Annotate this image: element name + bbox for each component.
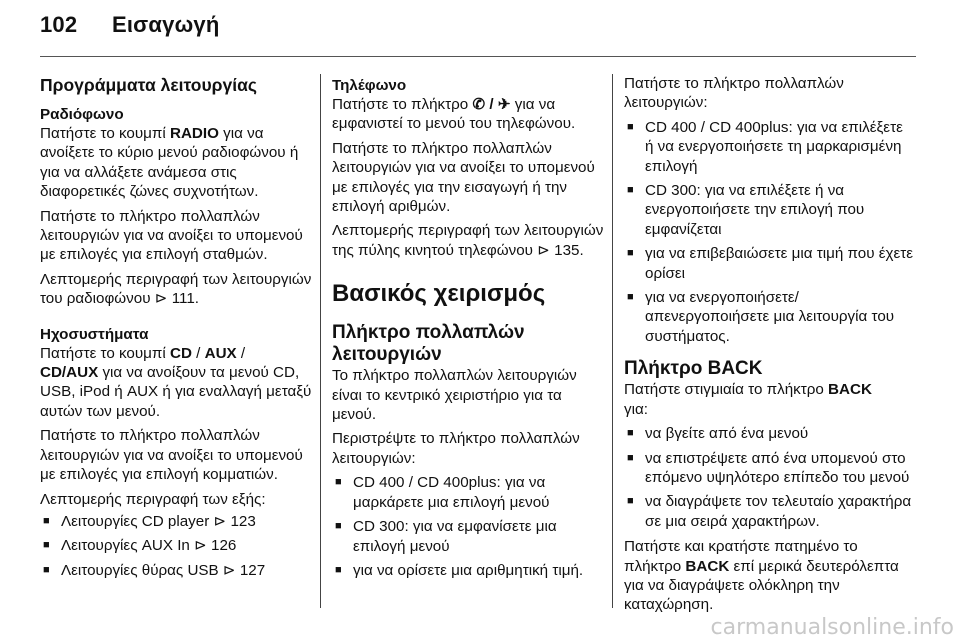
key-label: AUX: [204, 344, 237, 362]
column-divider: [320, 74, 321, 608]
key-label: CD/AUX: [40, 364, 99, 382]
paragraph: Το πλήκτρο πολλαπλών λειτουργιών είναι το κεντρικό χειριστήριο για τα μενού.: [332, 367, 577, 424]
list-item: ■ να επιστρέψετε από ένα υπομενού στο επόμενο υψηλότερο επίπεδο του μενού: [624, 449, 914, 488]
list-item: ■ για να ορίσετε μια αριθμητική τιμή.: [332, 561, 607, 580]
column-2: [332, 76, 607, 586]
arrow-ref-icon: ⊳: [194, 537, 212, 555]
phone-icon: ✆ / ✈: [472, 96, 511, 113]
paragraph: Λεπτομερής περιγραφή των λειτουργιών της πύλης κινητού τηλεφώνου ⊳ 135.: [332, 222, 604, 259]
arrow-ref-icon: ⊳: [537, 241, 555, 259]
paragraph: Πατήστε το κουμπί CD / AUX / CD/AUX για να ανοίξουν τα μενού CD, USB, iPod ή AUX ή για εναλλαγή μεταξύ αυτών των μενού.: [40, 344, 312, 420]
audio-list: [40, 512, 315, 580]
list-item: ■ να διαγράψετε τον τελευταίο χαρακτήρα σε μια σειρά χαρακτήρων.: [624, 492, 914, 531]
list-item: ■ για να επιβεβαιώσετε μια τιμή που έχετε ορίσει: [624, 244, 914, 283]
section-heading: Βασικός χειρισμός: [332, 280, 546, 308]
list-item: ■ Λειτουργίες θύρας USB ⊳ 127: [40, 561, 315, 580]
arrow-ref-icon: ⊳: [222, 561, 240, 579]
page-number: 102: [40, 12, 78, 37]
paragraph: Πατήστε το πλήκτρο ✆ / ✈ για να εμφανιστεί το μενού του τηλεφώνου.: [332, 96, 576, 133]
paragraph: Λεπτομερής περιγραφή των εξής:: [40, 490, 266, 508]
press-list: [624, 118, 914, 346]
key-label: BACK: [685, 557, 730, 575]
paragraph: Περιστρέψτε το πλήκτρο πολλαπλών λειτουργιών:: [332, 430, 580, 467]
list-item: ■ CD 400 / CD 400plus: για να επιλέξετε ή να ενεργοποιήσετε τη μαρκαρισμένη επιλογή: [624, 118, 914, 176]
column-divider: [612, 74, 613, 608]
paragraph: Πατήστε το πλήκτρο πολλαπλών λειτουργιών για να ανοίξει το υπομενού με επιλογές για επιλογή σταθμών.: [40, 207, 303, 264]
section-heading: Προγράμματα λειτουργίας: [40, 75, 257, 95]
key-label: RADIO: [170, 125, 219, 142]
subheading-radio: Ραδιόφωνο: [40, 106, 124, 123]
key-label: BACK: [828, 381, 872, 399]
key-label: CD: [170, 344, 192, 362]
paragraph: Πατήστε το πλήκτρο πολλαπλών λειτουργιών:: [624, 75, 844, 112]
paragraph: Λεπτομερής περιγραφή των λειτουργιών του ραδιοφώνου ⊳ 111.: [40, 270, 312, 308]
column-3: [624, 74, 914, 620]
subheading-phone: Τηλέφωνο: [332, 77, 407, 94]
paragraph: Πατήστε και κρατήστε πατημένο το πλήκτρο BACK επί μερικά δευτερόλεπτα για να διαγράψετε ολόκληρη την καταχώρηση.: [624, 538, 899, 614]
list-item: ■ Λειτουργίες CD player ⊳ 123: [40, 512, 315, 531]
page-ref: 111: [171, 290, 195, 308]
list-item: ■ CD 400 / CD 400plus: για να μαρκάρετε μια επιλογή μενού: [332, 473, 607, 512]
list-item: ■ να βγείτε από ένα μενού: [624, 424, 914, 443]
header-rule: [40, 56, 916, 57]
paragraph: Πατήστε στιγμιαία το πλήκτρο BACK για:: [624, 381, 872, 418]
paragraph: Πατήστε το πλήκτρο πολλαπλών λειτουργιών για να ανοίξει το υπομενού με επιλογές για την εισαγωγή ή την επιλογή αριθμών.: [332, 139, 595, 216]
section-title: Εισαγωγή: [112, 12, 220, 37]
list-item: ■ Λειτουργίες AUX In ⊳ 126: [40, 536, 315, 555]
subheading-audio: Ηχοσυστήματα: [40, 325, 149, 343]
page-header: [40, 12, 219, 38]
arrow-ref-icon: ⊳: [154, 290, 172, 308]
rotate-list: [332, 473, 607, 580]
watermark: carmanualsonline.info: [710, 615, 954, 640]
list-item: ■ CD 300: για να εμφανίσετε μια επιλογή μενού: [332, 517, 607, 556]
subheading-back: Πλήκτρο BACK: [624, 358, 763, 380]
arrow-ref-icon: ⊳: [213, 512, 231, 530]
paragraph: Πατήστε το πλήκτρο πολλαπλών λειτουργιών για να ανοίξει το υπομενού με επιλογές για επιλογή κομματιών.: [40, 427, 303, 484]
list-item: ■ για να ενεργοποιήσετε/απενεργοποιήσετε μια λειτουργία του συστήματος.: [624, 288, 914, 346]
subheading-multifunction: Πλήκτρο πολλαπλών λειτουργιών: [332, 322, 525, 366]
back-list: [624, 424, 914, 531]
paragraph: Πατήστε το κουμπί RADIO για να ανοίξετε το κύριο μενού ραδιοφώνου ή για να αλλάξετε ανάμεσα στις διαφορετικές ζώνες συχνοτήτων.: [40, 125, 299, 201]
column-1: [40, 74, 315, 586]
list-item: ■ CD 300: για να επιλέξετε ή να ενεργοποιήσετε την επιλογή που εμφανίζεται: [624, 181, 914, 239]
